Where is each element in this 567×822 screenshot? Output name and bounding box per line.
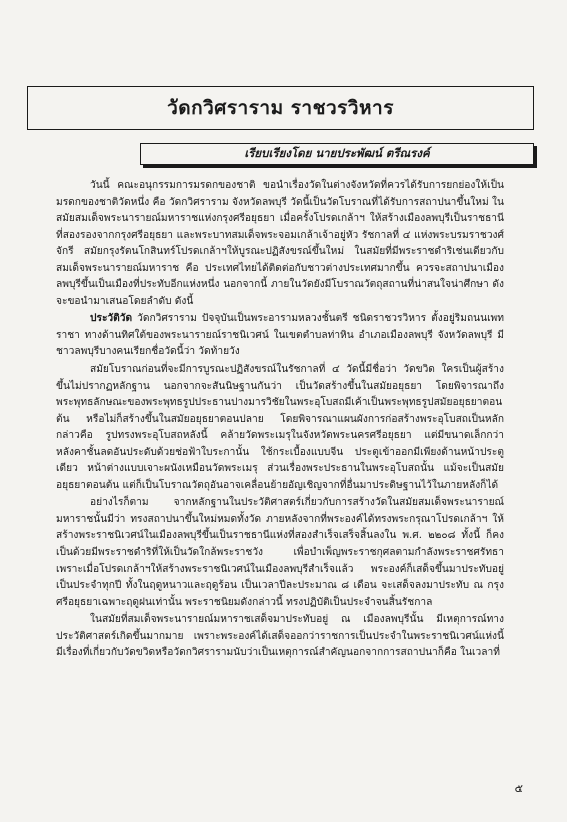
paragraph-narai	[56, 494, 504, 611]
paragraph-text: วันนี้ คณะอนุกรรมการมรดกของชาติ ขอนำเรื่องวัดในต่างจังหวัดที่ควรได้รับการยกย่องให้เป็นมรดกของชาติวัดหนึ่ง คือ วัดกวิศราราม จังหวัดลพบุรี วัดนี้เป็นวัดโบราณที่ได้รับการสถาปนาขึ้นใหม่ ในสมัยสมเด็จพระนารายณ์มหาราชแห่งกรุงศรีอยุธยา เมื่อครั้งโปรดเกล้าฯ ให้สร้างเมืองลพบุรีเป็นราชธานีที่สองรองจากกรุงศรีอยุธยา และพระบาทสมเด็จพระจอมเกล้าเจ้าอยู่หัว รัชกาลที่ ๔ แห่งพระบรมราชวงศ์จักรี สมัยกรุงรัตนโกสินทร์โปรดเกล้าฯให้บูรณะปฏิสังขรณ์ขึ้นใหม่ ในสมัยที่มีพระราชดำริเช่นเดียวกับสมเด็จพระนารายณ์มหาราช คือ ประเทศไทยได้ติดต่อกับชาวต่างประเทศมากขึ้น ควรจะสถาปนาเมืองลพบุรีขึ้นเป็นเมืองที่ประทับอีกแห่งหนึ่ง นอกจากนี้ ภายในวัดยังมีโบราณวัตถุสถานที่น่าสนใจน่าศึกษา ดังจะขอนำมาเสนอโดยลำดับ ดังนี้	[56, 180, 504, 307]
page-title: วัดกวิศราราม ราชวรวิหาร	[167, 97, 394, 119]
paragraph-text: ในสมัยที่สมเด็จพระนารายณ์มหาราชเสด็จมาประทับอยู่ ณ เมืองลพบุรีนั้น มีเหตุการณ์ทางประวัติศาสตร์เกิดขึ้นมากมาย เพราะพระองค์ได้เสด็จออกว่าราชการเป็นประจำในพระราชนิเวศน์แห่งนี้ มีเรื่องที่เกี่ยวกับวัดขวิดหรือวัดกวิศรารามนับว่าเป็นเหตุการณ์สำคัญนอกจากการสถาปนาก็คือ ในเวลาที่	[56, 614, 504, 659]
paragraph-origin	[56, 361, 504, 494]
paragraph-intro	[56, 177, 504, 310]
paragraph-text: วัดกวิศราราม ปัจจุบันเป็นพระอารามหลวงชั้นตรี ชนิดราชวรวิหาร ตั้งอยู่ริมถนนเพทราชา ทางด้านทิศใต้ของพระนารายณ์ราชนิเวศน์ ในเขตตำบลท่าหิน อำเภอเมืองลพบุรี จังหวัดลพบุรี มีชาวลพบุรีบางคนเรียกชื่อวัดนี้ว่า วัดท้ายวัง	[56, 313, 504, 358]
author-line: เรียบเรียงโดย นายประพัฒน์ ตรีณรงค์	[244, 146, 430, 160]
paragraph-text: อย่างไรก็ตาม จากหลักฐานในประวัติศาสตร์เกี่ยวกับการสร้างวัดในสมัยสมเด็จพระนารายณ์มหาราชนั้นมีว่า ทรงสถาปนาขึ้นใหม่หมดทั้งวัด ภายหลังจากที่พระองค์ได้ทรงพระกรุณาโปรดเกล้าฯ ให้สร้างพระราชนิเวศน์ในเมืองลพบุรีขึ้นเป็นราชธานีแห่งที่สองสำเร็จเสร็จสิ้นลงใน พ.ศ. ๒๒๐๘ ทั้งนี้ ก็คงเป็นด้วยมีพระราชดำริที่ให้เป็นวัดใกล้พระราชวัง เพื่อบำเพ็ญพระราชกุศลตามกำลังพระราชศรัทธา เพราะเมื่อโปรดเกล้าฯให้สร้างพระราชนิเวศน์ในเมืองลพบุรีสำเร็จแล้ว พระองค์ก็เสด็จขึ้นมาประทับอยู่เป็นประจำทุกปี ทั้งในฤดูหนาวและฤดูร้อน เป็นเวลาปีละประมาณ ๘ เดือน จะเสด็จลงมาประทับ ณ กรุงศรีอยุธยาเฉพาะฤดูฝนเท่านั้น พระราชนิยมดังกล่าวนี้ ทรงปฏิบัติเป็นประจำจนสิ้นรัชกาล	[56, 497, 504, 608]
paragraph-lead: ประวัติวัด	[90, 312, 133, 325]
paragraph-history	[56, 310, 504, 361]
page-number: ๕	[514, 782, 523, 795]
article-body	[56, 177, 504, 662]
author-box	[140, 143, 534, 165]
paragraph-text: สมัยโบราณก่อนที่จะมีการบูรณะปฏิสังขรณ์ในรัชกาลที่ ๔ วัดนี้มีชื่อว่า วัดขวิด ใครเป็นผู้สร้างขึ้นไม่ปรากฏหลักฐาน นอกจากจะสันนิษฐานกันว่า เป็นวัดสร้างขึ้นในสมัยอยุธยา โดยพิจารณาถึงพระพุทธลักษณะของพระพุทธรูปประธานปางมารวิชัยในพระอุโบสถมีเค้าเป็นพระพุทธรูปสมัยอยุธยาตอนต้น หรือไม่ก็สร้างขึ้นในสมัยอยุธยาตอนปลาย โดยพิจารณาแผนผังการก่อสร้างพระอุโบสถเป็นหลัก กล่าวคือ รูปทรงพระอุโบสถหลังนี้ คล้ายวัดพระเมรุในจังหวัดพระนครศรีอยุธยา แต่มีขนาดเล็กกว่า หลังคาชั้นลดอันประดับด้วยช่อฟ้าใบระกานั้น ใช้กระเบื้องแบบจีน ประตูเข้าออกมีเพียงด้านหน้าประตูเดียว หน้าต่างแบบเจาะผนังเหมือนวัดพระเมรุ ส่วนเรื่องพระประธานในพระอุโบสถนั้น แม้จะเป็นสมัยอยุธยาตอนต้น แต่ก็เป็นโบราณวัตถุอันอาจเคลื่อนย้ายอัญเชิญจากที่อื่นมาประดิษฐานไว้ในภายหลังก็ได้	[56, 364, 504, 491]
title-box	[27, 86, 534, 130]
paragraph-events	[56, 611, 504, 662]
